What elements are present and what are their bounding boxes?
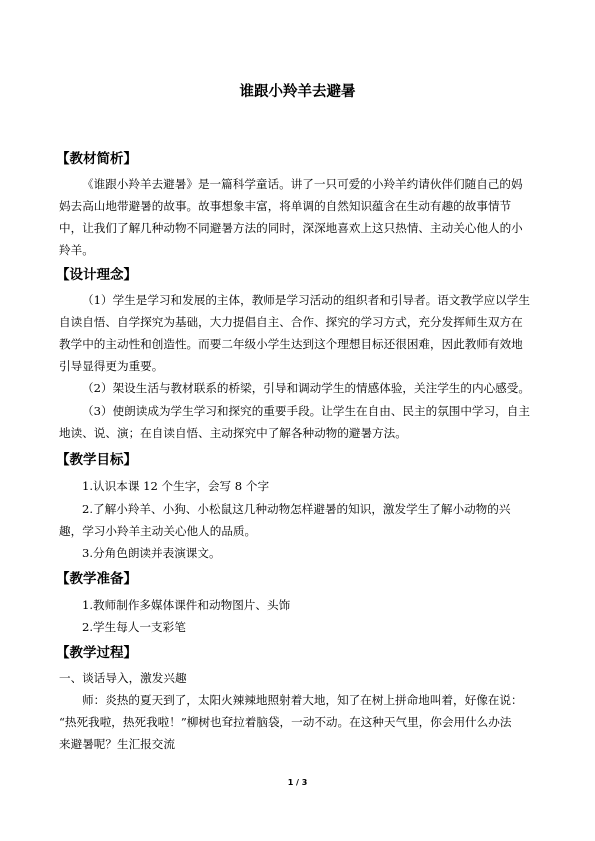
section-heading-teaching-process: 【教学过程】	[56, 645, 137, 661]
paragraph-line: 妈去高山地带避暑的故事。故事想象丰富，将单调的自然知识蕴含在生动有趣的故事情节	[59, 199, 512, 213]
paragraph-line: 教学中的主动性和创造性。而要二年级小学生达到这个理想目标还很困难，因此教师有效地	[59, 337, 523, 351]
section-heading-textbook-analysis: 【教材简析】	[56, 151, 137, 167]
paragraph-line: 1.认识本课 12 个生字，会写 8 个字	[82, 479, 270, 493]
paragraph-line: 羚羊。	[59, 243, 94, 257]
document-title: 谁跟小羚羊去避暑	[239, 84, 356, 100]
paragraph-line: 一、谈话导入，激发兴趣	[59, 671, 187, 685]
paragraph-line: 自读自悟、自学探究为基础，大力提倡自主、合作、探究的学习方式，充分发挥师生双方在	[59, 315, 523, 329]
paragraph-line: 师：炎热的夏天到了，太阳火辣辣地照射着大地，知了在树上拼命地叫着，好像在说：	[82, 693, 523, 707]
paragraph-line: 2.学生每人一支彩笔	[82, 620, 186, 634]
paragraph-line: 趣，学习小羚羊主动关心他人的品质。	[59, 524, 257, 538]
section-heading-design-concept: 【设计理念】	[56, 267, 137, 283]
paragraph-line: 3.分角色朗读并表演课文。	[82, 546, 221, 560]
paragraph-line: （1）学生是学习和发展的主体，教师是学习活动的组织者和引导者。语文教学应以学生	[82, 293, 530, 307]
page-number: 1 / 3	[287, 778, 308, 787]
paragraph-line: 引导显得更为重要。	[59, 359, 164, 373]
section-heading-teaching-objectives: 【教学目标】	[56, 452, 137, 468]
paragraph-line: 2.了解小羚羊、小狗、小松鼠这几种动物怎样避暑的知识，激发学生了解小动物的兴	[82, 502, 511, 516]
paragraph-line: 来避暑呢？生汇报交流	[59, 737, 175, 751]
paragraph-line: 中，让我们了解几种动物不同避暑方法的同时，深深地喜欢上这只热情、主动关心他人的小	[59, 221, 523, 235]
paragraph-line: 1.教师制作多媒体课件和动物图片、头饰	[82, 598, 291, 612]
paragraph-line: （3）使朗读成为学生学习和探究的重要手段。让学生在自由、民主的氛围中学习，自主	[82, 404, 530, 418]
paragraph-line: 地读、说、演；在自读自悟、主动探究中了解各种动物的避暑方法。	[59, 426, 407, 440]
section-heading-teaching-preparation: 【教学准备】	[56, 571, 137, 587]
paragraph-line: 《谁跟小羚羊去避暑》是一篇科学童话。讲了一只可爱的小羚羊约请伙伴们随自己的妈	[82, 177, 523, 191]
paragraph-line: （2）架设生活与教材联系的桥梁，引导和调动学生的情感体验，关注学生的内心感受。	[82, 381, 530, 395]
paragraph-line: “热死我啦，热死我啦！”柳树也耷拉着脑袋，一动不动。在这种天气里，你会用什么办法	[59, 715, 512, 729]
